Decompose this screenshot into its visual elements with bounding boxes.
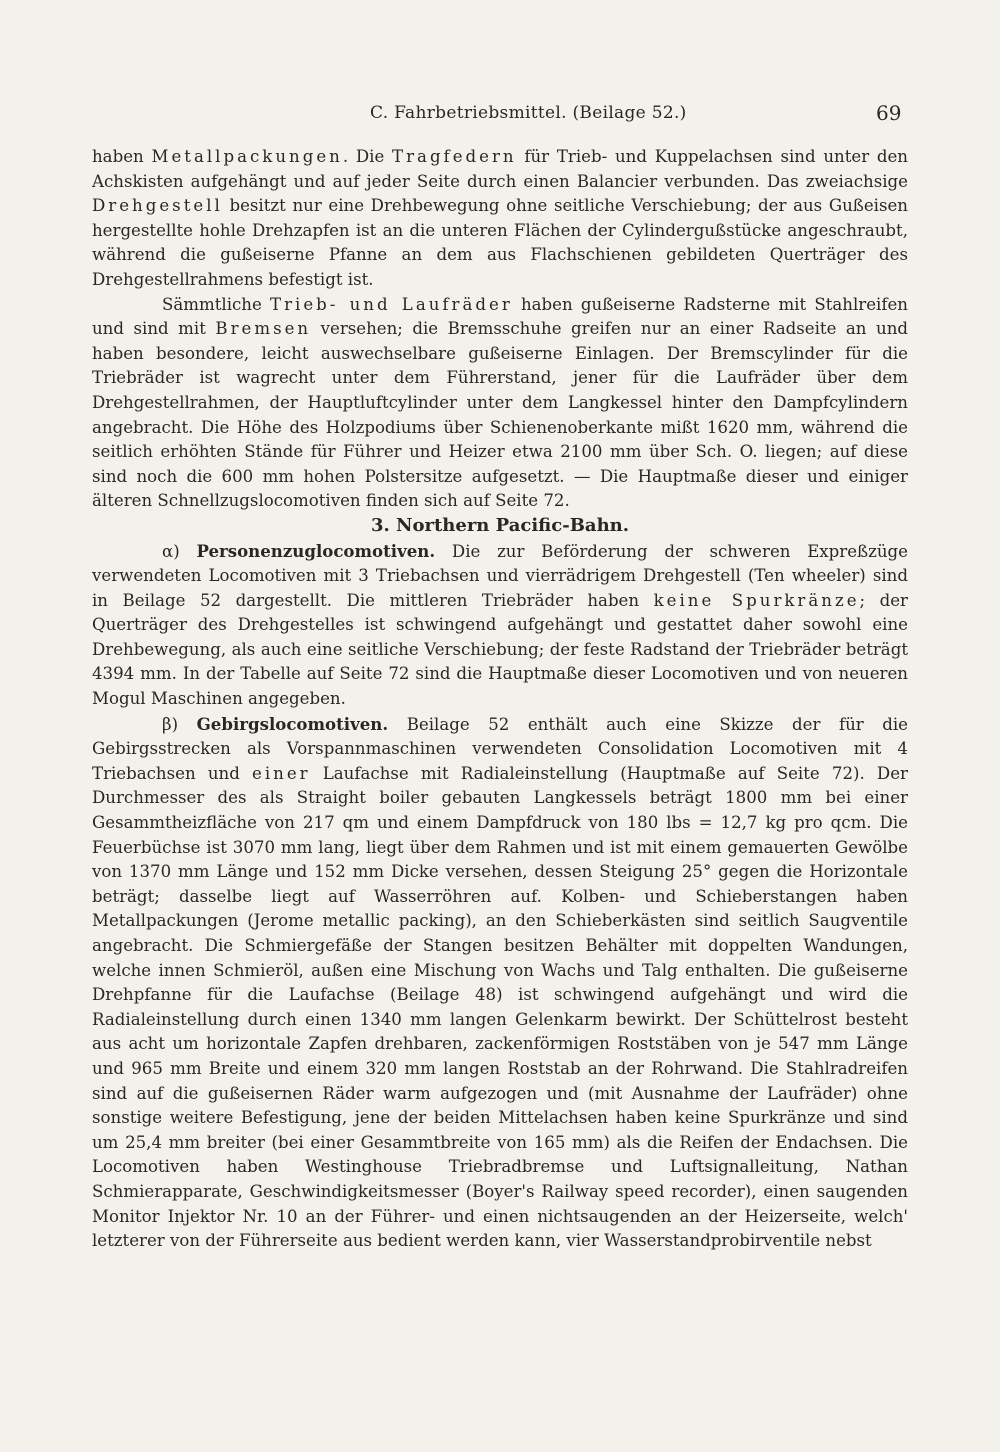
emphasis-text: Metallpackungen	[151, 147, 343, 166]
running-head: C. Fahrbetriebsmittel. (Beilage 52.)	[370, 103, 687, 123]
text-segment: besitzt nur eine Drehbewegung ohne seitliche Verschiebung; der aus Gußeisen hergestellte hohle Drehzapfen ist an die unteren Flächen der Cylindergußstücke angeschraubt, während die gußeiserne Pfanne an dem aus Flachschienen gebildeten Querträger des Drehgestellrahmens befestigt ist.	[92, 196, 908, 289]
text-segment: haben	[92, 147, 152, 166]
text-segment: . Die	[342, 147, 393, 166]
paragraph-4	[92, 712, 908, 1254]
paragraph-1	[92, 145, 908, 293]
text-segment: versehen; die Bremsschuhe greifen nur an einer Radseite an und haben besondere, leicht auswechselbare gußeiserne Einlagen. Der Bremscylinder für die Triebräder ist wagrecht unter dem Führerstand, jener für die Laufräder über dem Drehgestellrahmen, der Hauptluftcylinder unter dem Langkessel hinter den Dampfcylindern angebracht. Die Höhe des Holzpodiums über Schienenoberkante mißt 1620 mm, während die seitlich erhöhten Stände für Führer und Heizer etwa 2100 mm über Sch. O. liegen; auf diese sind noch die 600 mm hohen Polstersitze aufgesetzt. — Die Hauptmaße dieser und einiger älteren Schnellzugslocomotiven finden sich auf Seite 72.	[92, 319, 909, 511]
emphasis-text: Tragfedern	[392, 147, 517, 166]
emphasis-text: Trieb- und Laufräder	[270, 294, 513, 314]
paragraph-2	[92, 293, 908, 514]
text-segment: Beilage 52 enthält auch eine Skizze der für die Gebirgsstrecken als Vorspannmaschinen verwendeten Consolidation Locomotiven mit 4 Triebachsen und	[92, 714, 908, 783]
emphasis-text: Bremsen	[215, 319, 312, 339]
list-marker: α)	[162, 541, 197, 561]
text-segment: für Trieb- und Kuppelachsen sind unter den Achskisten aufgehängt und auf jeder Seite durch einen Balancier verbunden. Das zweiachsige	[92, 147, 908, 191]
text-segment: Sämmtliche	[162, 294, 271, 314]
text-segment: Die zur Beförderung der schweren Expreßzüge verwendeten Locomotiven mit 3 Triebachsen und vierrädrigem Drehgestell (Ten wheeler) sind in Beilage 52 dargestellt. Die mittleren Triebräder haben	[92, 541, 908, 610]
paragraph-3	[92, 539, 908, 712]
body-text	[92, 145, 908, 1254]
subheading: Gebirgslocomotiven.	[196, 713, 389, 734]
emphasis-text: einer	[252, 763, 311, 783]
section-heading: 3. Northern Pacific-Bahn.	[370, 514, 630, 536]
emphasis-text: Drehgestell	[92, 196, 223, 216]
text-segment: Laufachse mit Radialeinstellung (Hauptmaße auf Seite 72). Der Durchmesser des als Straight boiler gebauten Langkessels beträgt 1800 mm bei einer Gesammtheizfläche von 217 qm und einem Dampfdruck von 180 lbs = 12,7 kg pro qcm. Die Feuerbüchse ist 3070 mm lang, liegt über dem Rahmen und ist mit einem gemauerten Gewölbe von 1370 mm Länge und 152 mm Dicke versehen, dessen Steigung 25° gegen die Horizontale beträgt; dasselbe liegt auf Wasserröhren auf. Kolben- und Schieberstangen haben Metallpackungen (Jerome metallic packing), an den Schieberkästen sind seitlich Saugventile angebracht. Die Schmiergefäße der Stangen besitzen Behälter mit doppelten Wandungen, welche innen Schmieröl, außen eine Mischung von Wachs und Talg enthalten. Die gußeiserne Drehpfanne für die Laufachse (Beilage 48) ist schwingend aufgehängt und wird die Radialeinstellung durch einen 1340 mm langen Gelenkarm bewirkt. Der Schüttelrost besteht aus acht um horizontale Zapfen drehbaren, zackenförmigen Roststäben von je 547 mm Länge und 965 mm Breite und einem 320 mm langen Roststab an der Rohrwand. Die Stahlradreifen sind auf die gußeisernen Räder warm aufgezogen und (mit Ausnahme der Laufräder) ohne sonstige weitere Befestigung, jene der beiden Mittelachsen haben keine Spurkränze und sind um 25,4 mm breiter (bei einer Gesammtbreite von 165 mm) als die Reifen der Endachsen. Die Locomotiven haben Westinghouse Triebradbremse und Luftsignalleitung, Nathan Schmierapparate, Geschwindigkeitsmesser (Boyer's Railway speed recorder), einen saugenden Monitor Injektor Nr. 10 an der Führer- und einen nichtsaugenden an der Heizerseite, welch' letzterer von der Führerseite aus bedient werden kann, vier Wasserstandprobirventile nebst	[92, 763, 908, 1251]
emphasis-text: keine Spurkränze	[653, 590, 860, 610]
text-segment: haben gußeiserne Radsterne mit Stahlreifen und sind mit	[92, 294, 908, 339]
subheading: Personenzuglocomotiven.	[196, 540, 436, 561]
list-marker: β)	[162, 714, 197, 734]
text-segment: ; der Querträger des Drehgestelles ist schwingend aufgehängt und gestattet daher sowohl eine Drehbewegung, als auch eine seitliche Verschiebung; der feste Radstand der Triebräder beträgt 4394 mm. In der Tabelle auf Seite 72 sind die Hauptmaße dieser Locomotiven und von neueren Mogul Maschinen angegeben.	[92, 590, 908, 709]
page-number: 69	[876, 101, 902, 125]
